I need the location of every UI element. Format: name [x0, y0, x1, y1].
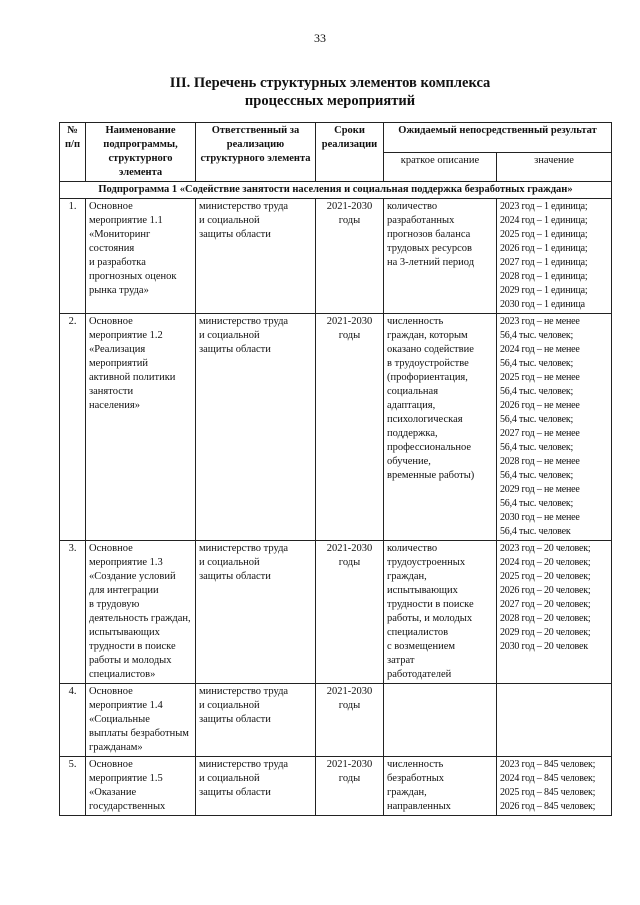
responsible-party-line: министерство труда: [199, 759, 289, 770]
result-values-line: 2029 год – 20 человек;: [500, 627, 591, 638]
element-name-line: «Создание условий: [89, 571, 176, 582]
element-name-line: государственных: [89, 801, 166, 812]
result-description-line: социальная: [387, 386, 439, 397]
element-name: [86, 199, 196, 314]
result-values-line: 56,4 тыс. человек;: [500, 358, 574, 369]
section-row: [60, 182, 612, 199]
element-name-line: и разработка: [89, 257, 146, 268]
result-description-line: профессиональное: [387, 442, 472, 453]
element-name-line: «Мониторинг: [89, 229, 151, 240]
element-name-line: состояния: [89, 243, 135, 254]
implementation-period-line: годы: [338, 215, 361, 226]
result-values-line: 56,4 тыс. человек: [500, 526, 571, 537]
implementation-period-line: годы: [338, 330, 361, 341]
implementation-period-line: 2021-2030: [326, 543, 373, 554]
result-description: [384, 314, 497, 541]
result-description: [384, 757, 497, 816]
result-description-line: затрат: [387, 655, 415, 666]
responsible-party-line: защиты области: [199, 344, 271, 355]
title-line-1: III. Перечень структурных элементов комплекса: [169, 75, 491, 91]
row-number: 3.: [60, 541, 86, 684]
result-description-line: численность: [387, 316, 444, 327]
element-name-line: Основное: [89, 316, 133, 327]
element-name-line: населения»: [89, 400, 140, 411]
responsible-party: [196, 541, 316, 684]
result-values-line: 2028 год – не менее: [500, 456, 580, 467]
responsible-party-line: министерство труда: [199, 543, 289, 554]
result-values-line: 2029 год – не менее: [500, 484, 580, 495]
result-values: [497, 199, 612, 314]
element-name: [86, 541, 196, 684]
implementation-period-line: 2021-2030: [326, 201, 373, 212]
result-description-line: психологическая: [387, 414, 463, 425]
result-values-line: 2028 год – 1 единица;: [500, 271, 588, 282]
result-description-line: количество: [387, 543, 438, 554]
result-values-line: 2024 год – 20 человек;: [500, 557, 591, 568]
result-description-line: специалистов: [387, 627, 449, 638]
table-row: [60, 684, 612, 757]
element-name-line: «Социальные: [89, 714, 150, 725]
responsible-party: [196, 757, 316, 816]
result-description-line: работодателей: [387, 669, 452, 680]
element-name-line: выплаты безработным: [89, 728, 189, 739]
implementation-period: [316, 684, 384, 757]
header-num: № п/п: [60, 123, 86, 182]
table-header-row: [60, 123, 612, 153]
result-description-line: работы, и молодых: [387, 613, 473, 624]
responsible-party-line: министерство труда: [199, 201, 289, 212]
element-name-line: Основное: [89, 201, 133, 212]
element-name-line: Основное: [89, 686, 133, 697]
row-number: 1.: [60, 199, 86, 314]
responsible-party-line: и социальной: [199, 330, 260, 341]
responsible-party-line: защиты области: [199, 714, 271, 725]
header-expected: Ожидаемый непосредственный результат: [384, 123, 612, 153]
result-description-line: адаптация,: [387, 400, 436, 411]
implementation-period-line: годы: [338, 700, 361, 711]
element-name-line: для интеграции: [89, 585, 159, 596]
row-number: 4.: [60, 684, 86, 757]
element-name-line: занятости: [89, 386, 134, 397]
result-values-line: 2024 год – 1 единица;: [500, 215, 588, 226]
result-values: [497, 757, 612, 816]
element-name-line: деятельность граждан,: [89, 613, 191, 624]
result-values-line: 2025 год – 20 человек;: [500, 571, 591, 582]
result-description-line: (профориентация,: [387, 372, 468, 383]
result-values-line: 2028 год – 20 человек;: [500, 613, 591, 624]
table-row: [60, 541, 612, 684]
implementation-period: [316, 757, 384, 816]
result-values-line: 2024 год – 845 человек;: [500, 773, 596, 784]
implementation-period-line: годы: [338, 773, 361, 784]
responsible-party-line: и социальной: [199, 700, 260, 711]
element-name-line: активной политики: [89, 372, 176, 383]
responsible-party: [196, 314, 316, 541]
result-values-line: 2023 год – 845 человек;: [500, 759, 596, 770]
result-description: [384, 684, 497, 757]
result-values: [497, 314, 612, 541]
result-values: [497, 684, 612, 757]
result-values-line: 56,4 тыс. человек;: [500, 498, 574, 509]
result-description-line: разработанных: [387, 215, 455, 226]
implementation-period-line: 2021-2030: [326, 759, 373, 770]
result-values-line: 56,4 тыс. человек;: [500, 386, 574, 397]
element-name: [86, 684, 196, 757]
element-name-line: специалистов»: [89, 669, 156, 680]
result-description-line: поддержка,: [387, 428, 438, 439]
structural-elements-table: [59, 122, 612, 816]
header-period: Сроки реализации: [316, 123, 384, 182]
result-values-line: 2025 год – 1 единица;: [500, 229, 588, 240]
responsible-party-line: защиты области: [199, 571, 271, 582]
element-name-line: мероприятие 1.1: [89, 215, 163, 226]
result-values-line: 2029 год – 1 единица;: [500, 285, 588, 296]
result-values-line: 2030 год – 1 единица: [500, 299, 585, 310]
title-line-2: процессных мероприятий: [244, 93, 416, 109]
element-name-line: мероприятие 1.2: [89, 330, 163, 341]
element-name-line: Основное: [89, 543, 133, 554]
result-description-line: граждан, которым: [387, 330, 468, 341]
table-row: [60, 314, 612, 541]
result-values-line: 2023 год – 20 человек;: [500, 543, 591, 554]
result-values-line: 2026 год – 845 человек;: [500, 801, 596, 812]
element-name-line: трудности в поиске: [89, 641, 176, 652]
result-values: [497, 541, 612, 684]
result-description-line: с возмещением: [387, 641, 456, 652]
result-values-line: 2023 год – не менее: [500, 316, 580, 327]
result-description: [384, 199, 497, 314]
result-description-line: испытывающих: [387, 585, 458, 596]
implementation-period-line: годы: [338, 557, 361, 568]
result-description-line: направленных: [387, 801, 451, 812]
element-name-line: Основное: [89, 759, 133, 770]
page-number: 33: [314, 31, 326, 45]
responsible-party-line: защиты области: [199, 787, 271, 798]
result-values-line: 2026 год – не менее: [500, 400, 580, 411]
implementation-period: [316, 199, 384, 314]
result-values-line: 2027 год – 1 единица;: [500, 257, 588, 268]
implementation-period: [316, 541, 384, 684]
element-name: [86, 757, 196, 816]
result-description-line: количество: [387, 201, 438, 212]
responsible-party-line: министерство труда: [199, 316, 289, 327]
element-name-line: прогнозных оценок: [89, 271, 177, 282]
element-name-line: мероприятий: [89, 358, 148, 369]
header-description: краткое описание: [384, 152, 497, 182]
result-description-line: в трудоустройстве: [387, 358, 469, 369]
result-values-line: 56,4 тыс. человек;: [500, 442, 574, 453]
responsible-party-line: и социальной: [199, 215, 260, 226]
table-row: [60, 199, 612, 314]
result-description-line: оказано содействие: [387, 344, 474, 355]
result-description-line: трудности в поиске: [387, 599, 474, 610]
element-name-line: мероприятие 1.3: [89, 557, 163, 568]
result-values-line: 2030 год – не менее: [500, 512, 580, 523]
responsible-party: [196, 684, 316, 757]
element-name-line: испытывающих: [89, 627, 160, 638]
result-values-line: 56,4 тыс. человек;: [500, 470, 574, 481]
implementation-period: [316, 314, 384, 541]
row-number: 5.: [60, 757, 86, 816]
responsible-party-line: и социальной: [199, 773, 260, 784]
result-values-line: 2024 год – не менее: [500, 344, 580, 355]
responsible-party-line: защиты области: [199, 229, 271, 240]
responsible-party-line: министерство труда: [199, 686, 289, 697]
result-values-line: 2027 год – 20 человек;: [500, 599, 591, 610]
element-name-line: мероприятие 1.5: [89, 773, 163, 784]
row-number: 2.: [60, 314, 86, 541]
result-description-line: временные работы): [387, 470, 475, 481]
result-description-line: трудоустроенных: [387, 557, 466, 568]
result-description-line: граждан,: [387, 787, 427, 798]
result-description-line: прогнозов баланса: [387, 229, 471, 240]
result-values-line: 56,4 тыс. человек;: [500, 414, 574, 425]
element-name: [86, 314, 196, 541]
result-description-line: на 3-летний период: [387, 257, 475, 268]
result-description-line: безработных: [387, 773, 445, 784]
responsible-party: [196, 199, 316, 314]
element-name-line: «Оказание: [89, 787, 137, 798]
table-row: [60, 757, 612, 816]
element-name-line: «Реализация: [89, 344, 146, 355]
result-description: [384, 541, 497, 684]
header-responsible: Ответственный за реализацию структурного элемента: [196, 123, 316, 182]
section-title: Подпрограмма 1 «Содействие занятости населения и социальная поддержка безработных граждан»: [60, 182, 612, 199]
result-description-line: трудовых ресурсов: [387, 243, 472, 254]
result-values-line: 2025 год – 845 человек;: [500, 787, 596, 798]
result-description-line: обучение,: [387, 456, 431, 467]
page-title: [60, 74, 600, 110]
result-values-line: 2026 год – 1 единица;: [500, 243, 588, 254]
responsible-party-line: и социальной: [199, 557, 260, 568]
result-values-line: 2023 год – 1 единица;: [500, 201, 588, 212]
element-name-line: в трудовую: [89, 599, 140, 610]
header-name: Наименование подпрограммы, структурного элемента: [86, 123, 196, 182]
result-values-line: 2030 год – 20 человек: [500, 641, 588, 652]
element-name-line: мероприятие 1.4: [89, 700, 163, 711]
result-description-line: граждан,: [387, 571, 427, 582]
header-value: значение: [497, 152, 612, 182]
result-values-line: 2026 год – 20 человек;: [500, 585, 591, 596]
result-values-line: 56,4 тыс. человек;: [500, 330, 574, 341]
result-values-line: 2027 год – не менее: [500, 428, 580, 439]
element-name-line: работы и молодых: [89, 655, 172, 666]
result-description-line: численность: [387, 759, 444, 770]
element-name-line: рынка труда»: [89, 285, 149, 296]
implementation-period-line: 2021-2030: [326, 686, 373, 697]
element-name-line: гражданам»: [89, 742, 143, 753]
implementation-period-line: 2021-2030: [326, 316, 373, 327]
result-values-line: 2025 год – не менее: [500, 372, 580, 383]
